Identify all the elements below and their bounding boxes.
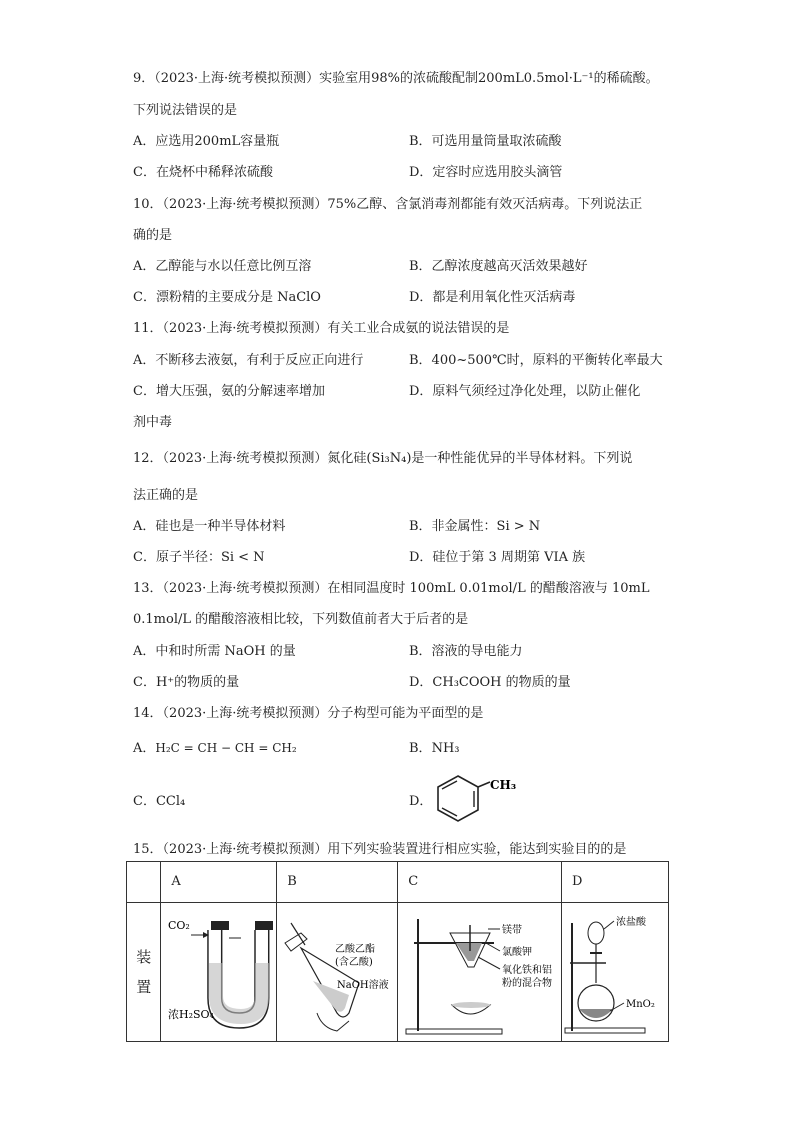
header-c: C — [398, 862, 562, 903]
contains-acetic-acid-label: (含乙酸) — [335, 957, 373, 968]
q14-option-a-formula: H₂C = CH − CH = CH₂ — [155, 741, 297, 755]
q12-stem-line2: 法正确的是 — [133, 488, 199, 503]
kclo3-label: 氯酸钾 — [502, 947, 533, 958]
q14-option-a-label: A． — [133, 741, 156, 756]
q11-option-c: C．增大压强，氨的分解速率增加 — [133, 384, 325, 399]
row-label: 装 置 — [127, 903, 161, 1042]
q11-option-d: D．原料气须经过净化处理，以防止催化 — [409, 384, 641, 399]
mixture-label-line1: 氧化铁和铝 — [502, 965, 553, 976]
q9-option-d: D．定容时应选用胶头滴管 — [409, 165, 563, 180]
header-a: A — [161, 862, 277, 903]
q14-option-c-label: C． — [133, 794, 156, 809]
q13-stem-line2: 0.1mol/L 的醋酸溶液相比较，下列数值前者大于后者的是 — [133, 612, 469, 627]
q14-option-c — [133, 790, 185, 809]
q9-option-c: C．在烧杯中稀释浓硫酸 — [133, 165, 273, 180]
q10-option-d: D．都是利用氧化性灭活病毒 — [409, 290, 576, 305]
h2so4-label: 浓H₂SO₄ — [168, 1008, 215, 1021]
ethyl-acetate-label: 乙酸乙酯 — [335, 944, 376, 955]
mno2-label: MnO₂ — [626, 999, 655, 1010]
q13-option-c: C．H⁺的物质的量 — [133, 675, 240, 690]
q11-option-b: B．400~500℃时，原料的平衡转化率最大 — [409, 353, 663, 368]
apparatus-row — [127, 903, 669, 1042]
conc-hcl-label: 浓盐酸 — [616, 917, 646, 928]
q14-option-c-formula: CCl₄ — [155, 794, 186, 809]
q14-option-b-label: B． — [409, 741, 432, 756]
separatory-funnel-diagram — [277, 903, 397, 1037]
apparatus-c — [398, 903, 562, 1042]
chlorine-generator-diagram — [562, 903, 668, 1037]
apparatus-a — [161, 903, 277, 1042]
q11-stem-line1: 11．（2023·上海·统考模拟预测）有关工业合成氨的说法错误的是 — [133, 321, 510, 336]
naoh-label: NaOH溶液 — [337, 980, 389, 991]
apparatus-header-row — [127, 862, 669, 903]
q12-stem-part2: 是一种性能优异的半导体材料。下列说 — [411, 451, 633, 466]
u-tube-diagram — [161, 903, 275, 1037]
q14-option-d-label: D． — [409, 794, 433, 809]
q12-stem-line1 — [133, 447, 632, 466]
q14-stem-line1: 14．（2023·上海·统考模拟预测）分子构型可能为平面型的是 — [133, 706, 484, 721]
apparatus-d — [562, 903, 669, 1042]
q10-stem-line2: 确的是 — [133, 228, 173, 243]
q14-option-b-formula: NH₃ — [431, 741, 460, 756]
mg-ribbon-label: 镁带 — [502, 925, 523, 936]
q12-option-d: D．硅位于第 3 周期第 VIA 族 — [409, 550, 586, 565]
q9-option-b: B．可选用量筒量取浓硫酸 — [409, 134, 562, 149]
q12-option-a: A．硅也是一种半导体材料 — [133, 519, 286, 534]
q11-option-a: A．不断移去液氨，有利于反应正向进行 — [133, 353, 364, 368]
q9-stem-line1: 9．（2023·上海·统考模拟预测）实验室用98%的浓硫酸配制200mL0.5mol·L⁻¹的稀硫酸。 — [133, 71, 659, 86]
toluene-methyl-label: CH₃ — [490, 778, 517, 792]
q12-option-c: C．原子半径：Si < N — [133, 550, 265, 565]
toluene-structure — [428, 772, 528, 824]
header-d: D — [562, 862, 669, 903]
q10-option-b: B．乙醇浓度越高灭活效果越好 — [409, 259, 588, 274]
q13-option-b: B．溶液的导电能力 — [409, 644, 523, 659]
thermite-diagram — [398, 903, 560, 1037]
header-b: B — [277, 862, 398, 903]
q10-option-a: A．乙醇能与水以任意比例互溶 — [133, 259, 312, 274]
co2-label: CO₂ — [168, 919, 191, 932]
q13-option-a: A．中和时所需 NaOH 的量 — [133, 644, 296, 659]
q9-stem-line2: 下列说法错误的是 — [133, 103, 238, 118]
q13-stem-line1: 13．（2023·上海·统考模拟预测）在相同温度时 100mL 0.01mol/L 的醋酸溶液与 10mL — [133, 581, 650, 596]
q14-option-b — [409, 737, 460, 756]
q10-option-c: C．漂粉精的主要成分是 NaClO — [133, 290, 321, 305]
q9-option-a: A．应选用200mL容量瓶 — [133, 134, 280, 149]
apparatus-b — [277, 903, 398, 1042]
apparatus-table — [126, 861, 669, 1042]
mixture-label-line2: 粉的混合物 — [502, 978, 553, 989]
header-blank — [127, 862, 161, 903]
q13-option-d: D．CH₃COOH 的物质的量 — [409, 675, 571, 690]
q14-option-a — [133, 737, 297, 756]
q15-stem-line1: 15．（2023·上海·统考模拟预测）用下列实验装置进行相应实验，能达到实验目的的是 — [133, 842, 627, 857]
q11-option-d-continued: 剂中毒 — [133, 415, 173, 430]
q10-stem-line1: 10．（2023·上海·统考模拟预测）75%乙醇、含氯消毒剂都能有效灭活病毒。下列说法正 — [133, 197, 643, 212]
q12-formula: (Si₃N₄) — [366, 451, 412, 466]
q12-option-b: B．非金属性：Si > N — [409, 519, 541, 534]
q12-stem-part1: 12．（2023·上海·统考模拟预测）氮化硅 — [133, 451, 367, 466]
